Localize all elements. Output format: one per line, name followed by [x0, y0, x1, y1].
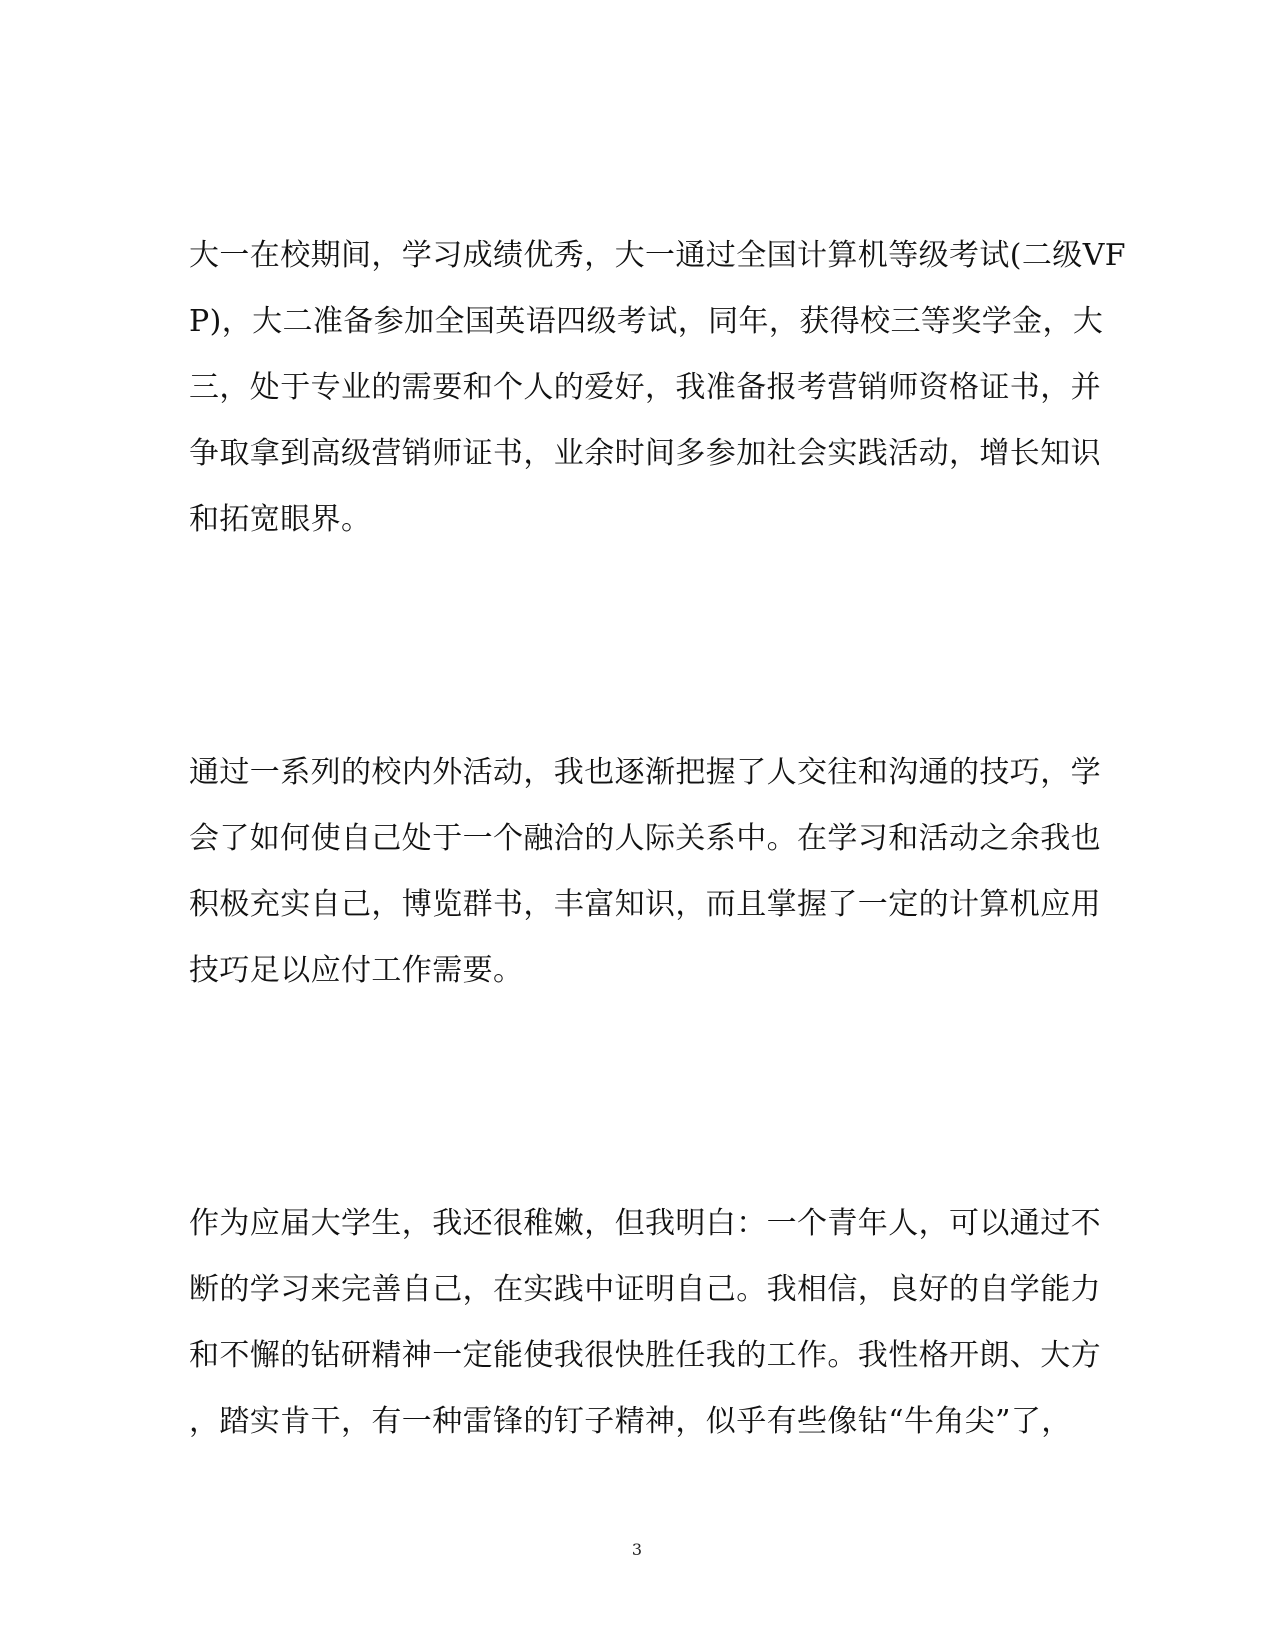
text-line: 断的学习来完善自己，在实践中证明自己。我相信，良好的自学能力: [189, 1272, 1101, 1307]
paragraph-academic-record: [189, 223, 1126, 553]
text-line: 通过一系列的校内外活动，我也逐渐把握了人交往和沟通的技巧，学: [189, 755, 1101, 790]
text-line: 技巧足以应付工作需要。: [189, 953, 524, 988]
paragraph-self-assessment: [189, 1191, 1101, 1455]
text-line: 会了如何使自己处于一个融洽的人际关系中。在学习和活动之余我也: [189, 821, 1101, 856]
text-line: P)，大二准备参加全国英语四级考试，同年，获得校三等奖学金，大: [189, 304, 1104, 339]
paragraph-activities-skills: [189, 740, 1101, 1004]
text-line: 和拓宽眼界。: [189, 502, 372, 537]
text-line: 作为应届大学生，我还很稚嫩，但我明白：一个青年人，可以通过不: [189, 1206, 1101, 1241]
text-line: 三，处于专业的需要和个人的爱好，我准备报考营销师资格证书，并: [189, 370, 1101, 405]
text-line: 积极充实自己，博览群书，丰富知识，而且掌握了一定的计算机应用: [189, 887, 1101, 922]
text-line: 大一在校期间，学习成绩优秀，大一通过全国计算机等级考试(二级VF: [189, 238, 1126, 273]
text-line: 争取拿到高级营销师证书，业余时间多参加社会实践活动，增长知识: [189, 436, 1101, 471]
text-line: ，踏实肯干，有一种雷锋的钉子精神，似乎有些像钻“牛角尖”了，: [189, 1404, 1072, 1439]
text-line: 和不懈的钻研精神一定能使我很快胜任我的工作。我性格开朗、大方: [189, 1338, 1101, 1373]
page-number: 3: [631, 1540, 643, 1559]
